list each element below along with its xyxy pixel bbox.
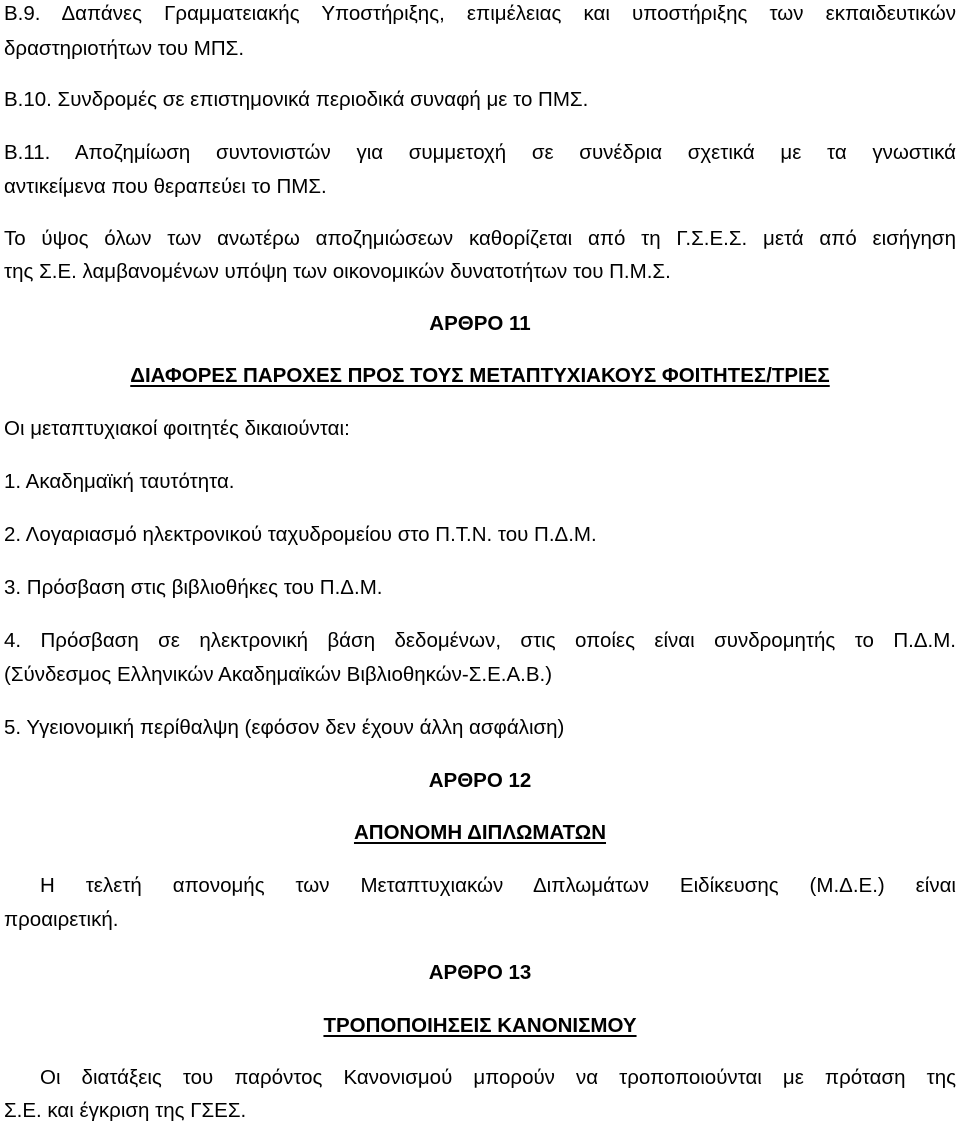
article-13-subheading: [4, 1014, 956, 1038]
b9-line-1: Β.9. Δαπάνες Γραμματειακής Υποστήριξης, επιμέλειας και υποστήριξης των εκπαιδευτικών: [4, 2, 956, 25]
article-11-item-4-line-2: (Σύνδεσμος Ελληνικών Ακαδημαϊκών Βιβλιοθηκών-Σ.Ε.Α.Β.): [4, 663, 553, 686]
article-11-intro: Οι μεταπτυχιακοί φοιτητές δικαιούνται:: [4, 417, 350, 440]
article-11-heading: ΑΡΘΡΟ 11: [429, 312, 531, 335]
article-13-subheading-text: ΤΡΟΠΟΠΟΙΗΣΕΙΣ ΚΑΝΟΝΙΣΜΟΥ: [323, 1014, 637, 1037]
article-11-item-4-line-1: 4. Πρόσβαση σε ηλεκτρονική βάση δεδομένων, στις οποίες είναι συνδρομητής το Π.Δ.Μ.: [4, 629, 956, 652]
article-12-heading: ΑΡΘΡΟ 12: [428, 769, 532, 792]
article-12-body-line-1: Η τελετή απονομής των Μεταπτυχιακών Διπλωμάτων Ειδίκευσης (Μ.Δ.Ε.) είναι: [40, 874, 956, 897]
article-13-body-line-1: Οι διατάξεις του παρόντος Κανονισμού μπορούν να τροποποιούνται με πρόταση της: [40, 1066, 956, 1089]
compensation-note-line-2: της Σ.Ε. λαμβανομένων υπόψη των οικονομικών δυνατοτήτων του Π.Μ.Σ.: [4, 260, 671, 283]
article-11-item-3: 3. Πρόσβαση στις βιβλιοθήκες του Π.Δ.Μ.: [4, 576, 383, 599]
article-11-subheading-text: ΔΙΑΦΟΡΕΣ ΠΑΡΟΧΕΣ ΠΡΟΣ ΤΟΥΣ ΜΕΤΑΠΤΥΧΙΑΚΟΥΣ ΦΟΙΤΗΤΕΣ/ΤΡΙΕΣ: [130, 364, 830, 387]
b11-line-1: Β.11. Αποζημίωση συντονιστών για συμμετοχή σε συνέδρια σχετικά με τα γνωστικά: [4, 141, 956, 164]
b11-line-2: αντικείμενα που θεραπεύει το ΠΜΣ.: [4, 175, 327, 198]
article-12-body-line-2: προαιρετική.: [4, 908, 119, 931]
article-12-subheading: [4, 821, 956, 845]
article-12-subheading-text: ΑΠΟΝΟΜΗ ΔΙΠΛΩΜΑΤΩΝ: [353, 821, 607, 844]
article-13-body-line-2: Σ.Ε. και έγκριση της ΓΣΕΣ.: [4, 1099, 247, 1122]
compensation-note-line-1: Το ύψος όλων των ανωτέρω αποζημιώσεων καθορίζεται από τη Γ.Σ.Ε.Σ. μετά από εισήγηση: [4, 227, 956, 250]
article-11-item-2: 2. Λογαριασμό ηλεκτρονικού ταχυδρομείου στο Π.Τ.Ν. του Π.Δ.Μ.: [4, 523, 597, 546]
b10-line: Β.10. Συνδρομές σε επιστημονικά περιοδικά συναφή με το ΠΜΣ.: [4, 88, 589, 111]
b9-line-2: δραστηριοτήτων του ΜΠΣ.: [4, 37, 245, 60]
article-13-heading: ΑΡΘΡΟ 13: [428, 961, 532, 984]
article-11-item-5: 5. Υγειονομική περίθαλψη (εφόσον δεν έχουν άλλη ασφάλιση): [4, 716, 565, 739]
article-11-item-1: 1. Ακαδημαϊκή ταυτότητα.: [4, 470, 235, 493]
article-11-subheading: [4, 364, 956, 388]
